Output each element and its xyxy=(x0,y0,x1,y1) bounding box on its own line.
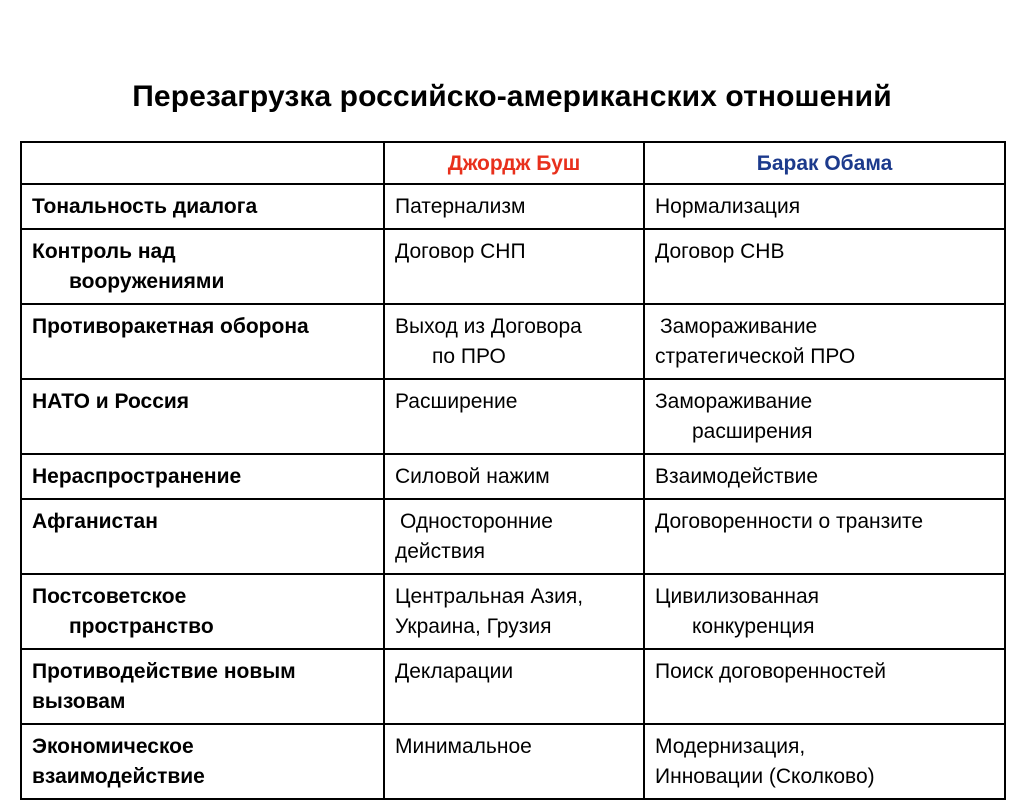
table-row xyxy=(21,229,1005,304)
obama-cell xyxy=(644,649,1005,724)
obama-cell xyxy=(644,379,1005,454)
obama-cell xyxy=(644,184,1005,229)
obama-cell-line: конкуренция xyxy=(692,615,815,638)
row-label-cell xyxy=(21,184,384,229)
table-header-row xyxy=(21,142,1005,184)
table-row xyxy=(21,724,1005,799)
bush-cell xyxy=(384,304,644,379)
bush-cell xyxy=(384,379,644,454)
row-label-cell xyxy=(21,574,384,649)
bush-cell xyxy=(384,574,644,649)
row-label-line: НАТО и Россия xyxy=(32,390,190,413)
bush-cell-line: Выход из Договора xyxy=(395,315,582,338)
table-row xyxy=(21,649,1005,724)
obama-cell xyxy=(644,229,1005,304)
obama-cell-line: стратегической ПРО xyxy=(655,345,856,368)
obama-cell-line: Модернизация, xyxy=(655,735,806,758)
bush-cell xyxy=(384,184,644,229)
bush-cell xyxy=(384,229,644,304)
row-label-line: вооружениями xyxy=(69,270,225,293)
row-label-line: взаимодействие xyxy=(32,765,205,788)
row-label-line: Экономическое xyxy=(32,735,194,758)
row-label-line: Постсоветское xyxy=(32,585,187,608)
bush-cell-line: действия xyxy=(395,540,486,563)
obama-cell-line: Поиск договоренностей xyxy=(655,660,886,683)
row-label-cell xyxy=(21,229,384,304)
obama-cell xyxy=(644,304,1005,379)
page-title: Перезагрузка российско-американских отношений xyxy=(132,80,892,113)
row-label-cell xyxy=(21,724,384,799)
obama-cell-line: Нормализация xyxy=(655,195,801,218)
bush-cell-line: по ПРО xyxy=(432,345,506,368)
obama-cell-line: Цивилизованная xyxy=(655,585,820,608)
bush-cell-line: Силовой нажим xyxy=(395,465,550,488)
obama-cell-line: Замораживание xyxy=(660,315,818,338)
row-label-line: Афганистан xyxy=(32,510,158,533)
bush-cell xyxy=(384,649,644,724)
row-label-line: Противоракетная оборона xyxy=(32,315,309,338)
header-cell-bush: Джордж Буш xyxy=(384,142,644,184)
bush-cell-line: Односторонние xyxy=(400,510,553,533)
obama-cell xyxy=(644,499,1005,574)
bush-cell-line: Расширение xyxy=(395,390,518,413)
obama-cell-line: Взаимодействие xyxy=(655,465,819,488)
row-label-line: вызовам xyxy=(32,690,126,713)
obama-cell xyxy=(644,454,1005,499)
bush-cell-line: Декларации xyxy=(395,660,514,683)
table-row xyxy=(21,574,1005,649)
obama-cell xyxy=(644,574,1005,649)
table-row xyxy=(21,304,1005,379)
bush-cell-line: Минимальное xyxy=(395,735,532,758)
row-label-cell xyxy=(21,454,384,499)
row-label-line: Нераспространение xyxy=(32,465,242,488)
row-label-line: пространство xyxy=(69,615,214,638)
bush-cell xyxy=(384,724,644,799)
header-cell-empty xyxy=(21,142,384,184)
table-row xyxy=(21,379,1005,454)
table-row xyxy=(21,454,1005,499)
obama-cell-line: Договоренности о транзите xyxy=(655,510,924,533)
bush-cell-line: Украина, Грузия xyxy=(395,615,552,638)
header-cell-obama: Барак Обама xyxy=(644,142,1005,184)
obama-cell-line: Инновации (Сколково) xyxy=(655,765,875,788)
bush-cell-line: Патернализм xyxy=(395,195,526,218)
obama-cell-line: Договор СНВ xyxy=(655,240,785,263)
obama-cell xyxy=(644,724,1005,799)
obama-cell-line: Замораживание xyxy=(655,390,813,413)
bush-cell-line: Центральная Азия, xyxy=(395,585,584,608)
bush-cell-line: Договор СНП xyxy=(395,240,526,263)
row-label-cell xyxy=(21,649,384,724)
row-label-line: Контроль над xyxy=(32,240,176,263)
obama-cell-line: расширения xyxy=(692,420,813,443)
table-row xyxy=(21,184,1005,229)
bush-cell xyxy=(384,499,644,574)
row-label-line: Тональность диалога xyxy=(32,195,258,218)
row-label-cell xyxy=(21,379,384,454)
table-row xyxy=(21,499,1005,574)
row-label-cell xyxy=(21,499,384,574)
row-label-cell xyxy=(21,304,384,379)
row-label-line: Противодействие новым xyxy=(32,660,296,683)
comparison-table xyxy=(20,141,1006,800)
bush-cell xyxy=(384,454,644,499)
